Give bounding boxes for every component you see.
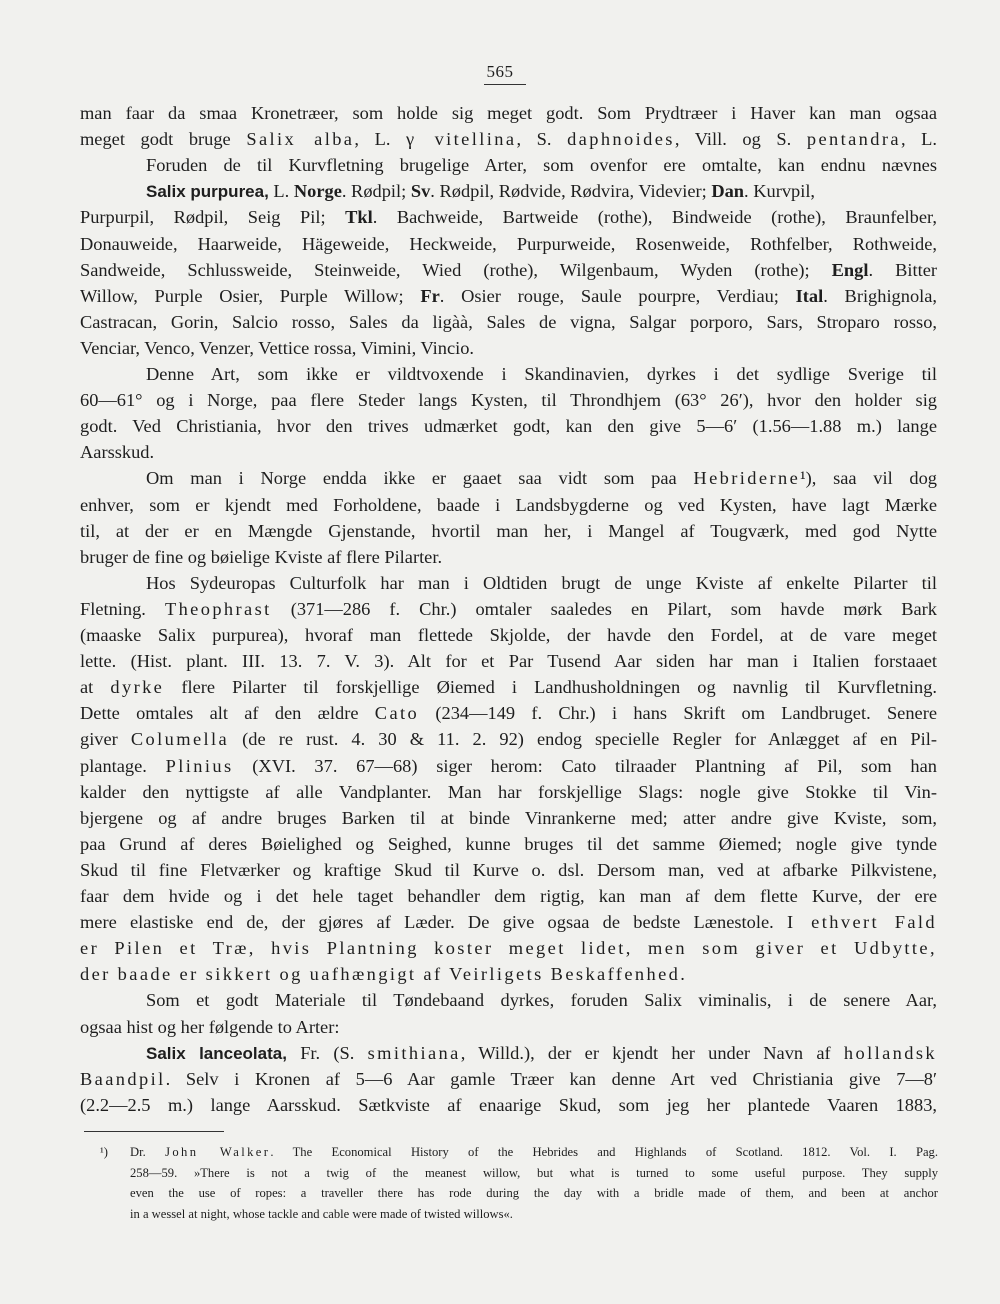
text-line — [80, 335, 937, 361]
text-run: hollandsk — [843, 1042, 937, 1063]
text-line — [146, 1040, 937, 1066]
text-run: smithiana — [367, 1042, 461, 1063]
footnote-separator — [84, 1131, 224, 1132]
text-line — [80, 492, 937, 518]
text-run: in a wessel at night, whose tackle and cable were made of twisted willows«. — [130, 1206, 513, 1221]
text-line — [80, 674, 937, 700]
text-run: Skud til fine Fletværker og kraftige Skud til Kurve o. dsl. Dersom man, ved at afbarke Pilkvistene, — [80, 859, 937, 880]
text-run: even the use of ropes: a traveller there has rode during the day with a bridle made of them, and been at anchor — [130, 1186, 938, 1200]
text-run: godt. Ved Christiania, hvor den trives udmærket godt, kan den give 5—6′ (1.56—1.88 m.) lange — [80, 416, 937, 437]
page-number-rule — [484, 84, 526, 85]
text-run: Hos Sydeuropas Culturfolk har man i Oldtiden brugt de unge Kviste af enkelte Pilarter til — [146, 572, 937, 593]
text-run: Castracan, Gorin, Salcio rosso, Sales da ligàà, Sales de vigna, Salgar porporo, Sars, Stroparo rosso, — [80, 311, 937, 332]
text-run: paa Grund af deres Bøielighed og Seighed, kunne bruges til det samme Øiemed; nogle give tynde — [80, 833, 937, 854]
text-run: , L. — [900, 129, 937, 150]
text-line — [80, 257, 937, 283]
text-run: at — [80, 677, 111, 698]
text-run: John Walker — [165, 1145, 271, 1159]
text-run: Aarsskud. — [80, 442, 155, 463]
text-run: Salix purpurea, — [146, 182, 269, 202]
text-line — [146, 987, 937, 1013]
text-run: (de re rust. 4. 30 & 11. 2. 92) endog specielle Regler for Anlægget af en Pil- — [229, 729, 937, 750]
text-run: bruger de fine og bøielige Kviste af flere Pilarter. — [80, 546, 443, 567]
text-run: meget godt bruge — [80, 129, 247, 150]
text-run: giver — [80, 729, 131, 750]
text-run: flere Pilarter til forskjellige Øiemed i Landhusholdningen og navnlig til Kurvfletning. — [164, 677, 937, 698]
text-run: Willow, Purple Osier, Purple Willow; — [80, 285, 421, 306]
text-run: , Willd.), der er kjendt her under Navn af — [460, 1042, 844, 1063]
text-run: (371—286 f. Chr.) omtaler saaledes en Pilart, som havde mørk Bark — [271, 598, 937, 619]
text-run: Som et godt Materiale til Tøndebaand dyrkes, foruden Salix viminalis, i de senere Aar, — [146, 990, 937, 1011]
text-line — [80, 961, 937, 987]
text-run: Dr. — [130, 1145, 166, 1159]
text-line — [80, 387, 937, 413]
text-run: . Kurvpil, — [744, 181, 816, 202]
text-run: 60—61° og i Norge, paa flere Steder langs Kysten, til Throndhjem (63° 26′), hvor den holder sig — [80, 390, 937, 411]
text-run: Fletning. — [80, 598, 165, 619]
text-run: Venciar, Venco, Venzer, Vettice rossa, Vimini, Vincio. — [80, 337, 475, 358]
text-run: Norge — [293, 181, 342, 202]
text-run: Sandweide, Schlussweide, Steinweide, Wied (rothe), Wilgenbaum, Wyden (rothe); — [80, 259, 832, 280]
text-line — [80, 909, 937, 935]
text-run: Hebriderne — [693, 468, 801, 489]
text-line — [80, 204, 937, 230]
text-line — [146, 361, 937, 387]
text-line — [80, 935, 937, 961]
text-run: , L. — [354, 129, 407, 150]
text-run: Purpurpil, Rødpil, Seig Pil; — [80, 207, 346, 228]
footnote-marker: ¹) — [100, 1145, 108, 1159]
text-run: Dan — [711, 181, 745, 202]
text-run: . Osier rouge, Saule pourpre, Verdiau; — [439, 285, 796, 306]
text-line — [80, 831, 937, 857]
text-run: γ vitellina — [406, 129, 517, 150]
text-run: Denne Art, som ikke er vildtvoxende i Skandinavien, dyrkes i det sydlige Sverige til — [146, 364, 937, 384]
text-run: dyrke — [110, 677, 165, 698]
text-run: Cato — [374, 703, 420, 724]
text-run: Tkl — [345, 207, 373, 228]
text-run: Om man i Norge endda ikke er gaaet saa vidt som paa — [146, 468, 694, 489]
text-run: Engl — [831, 259, 869, 280]
text-line — [80, 1014, 937, 1040]
text-line — [80, 753, 937, 779]
text-run: . Bachweide, Bartweide (rothe), Bindweide (rothe), Braunfelber, — [372, 207, 937, 228]
footnote-line — [130, 1142, 938, 1162]
text-run: , S. — [516, 129, 568, 150]
text-run: , Vill. og S. — [674, 129, 807, 150]
text-line — [80, 883, 937, 909]
text-line — [146, 178, 937, 204]
text-run: Fr. (S. — [286, 1042, 368, 1063]
text-line — [80, 126, 937, 152]
text-line — [146, 570, 937, 596]
text-run: ¹), saa vil dog — [800, 468, 937, 489]
text-line — [80, 100, 937, 126]
text-line — [80, 518, 937, 544]
text-run: Donauweide, Haarweide, Hägeweide, Heckweide, Purpurweide, Rosenweide, Rothfelber, Rothweide, — [80, 233, 937, 254]
text-run: (234—149 f. Chr.) i hans Skrift om Landbruget. Senere — [419, 703, 937, 724]
text-run: Fr — [420, 285, 440, 306]
text-line — [80, 857, 937, 883]
text-run: . Rødpil; — [341, 181, 411, 202]
footnote-line — [130, 1163, 938, 1183]
text-run: Sv — [410, 181, 431, 202]
text-run: (2.2—2.5 m.) lange Aarsskud. Sætkviste af enaarige Skud, som jeg her plantede Vaaren 1883, — [80, 1094, 937, 1115]
text-line — [80, 726, 937, 752]
text-line — [80, 779, 937, 805]
text-run: der baade er sikkert og uafhængigt af Veirligets Beskaffenhed. — [80, 964, 688, 985]
text-line — [80, 622, 937, 648]
text-run: daphnoides — [567, 129, 675, 150]
text-run: pentandra — [806, 129, 901, 150]
text-run: (maaske Salix purpurea), hvoraf man flettede Skjolde, der havde den Fordel, at de vare meget — [80, 625, 937, 645]
text-run: ogsaa hist og her følgende to Arter: — [80, 1016, 340, 1037]
page-number: 565 — [486, 62, 514, 81]
footnote-line — [130, 1183, 938, 1203]
text-run: Theophrast — [164, 598, 272, 619]
text-run: Salix alba — [246, 129, 355, 150]
text-run: til, at der er en Mængde Gjenstande, hvortil man her, i Mangel af Tougværk, med god Nytte — [80, 520, 937, 541]
text-line — [80, 231, 937, 257]
text-run: lette. (Hist. plant. III. 13. 7. V. 3). Alt for et Par Tusend Aar siden har man i Italien forstaaet — [80, 651, 937, 672]
text-line — [80, 700, 937, 726]
text-run: Foruden de til Kurvfletning brugelige Arter, som ovenfor ere omtalte, kan endnu nævnes — [146, 155, 937, 176]
text-run: Dette omtales alt af den ældre — [80, 703, 375, 724]
text-line — [80, 413, 937, 439]
text-line — [146, 152, 937, 178]
text-run: Columella — [130, 729, 230, 750]
text-run: Baandpil — [80, 1068, 166, 1089]
text-run: 258—59. »There is not a twig of the meanest willow, but what is turned to some useful purpose. They supply — [130, 1165, 938, 1180]
text-run: . Brighignola, — [823, 285, 937, 306]
text-run: Salix lanceolata, — [146, 1043, 287, 1063]
text-run: I ethvert Fald — [787, 912, 937, 933]
text-line — [80, 283, 937, 309]
text-line — [80, 648, 937, 674]
footnote-line — [130, 1204, 938, 1224]
text-run: plantage. — [80, 755, 166, 776]
text-run: . The Economical History of the Hebrides and Highlands of Scotland. 1812. Vol. I. Pag. — [270, 1145, 938, 1159]
text-line — [80, 1092, 937, 1118]
text-run: L. — [268, 181, 294, 202]
text-run: Plinius — [165, 755, 234, 776]
text-run: faar dem hvide og i det hele taget behandler dem rigtig, kan man af dem flette Kurve, der ere — [80, 886, 937, 906]
text-line — [80, 544, 937, 570]
text-run: mere elastiske end de, der gjøres af Læder. De give ogsaa de bedste Lænestole. — [80, 912, 787, 933]
text-line — [80, 309, 937, 335]
text-run: enhver, som er kjendt med Forholdene, baade i Landsbygderne og ved Kysten, have lagt Mærke — [80, 494, 937, 515]
text-line — [80, 805, 937, 831]
text-line — [80, 439, 937, 465]
text-line — [80, 596, 937, 622]
text-run: . Selv i Kronen af 5—6 Aar gamle Træer kan denne Art ved Christiania give 7—8′ — [165, 1068, 937, 1089]
text-run: kalder den nyttigste af alle Vandplanter. Man har forskjellige Slags: nogle give Stokke til Vin- — [80, 781, 937, 802]
text-line — [80, 1066, 937, 1092]
text-run: . Rødpil, Rødvide, Rødvira, Videvier; — [430, 181, 712, 202]
text-run: bjergene og af andre bruges Barken til at binde Vinrankerne med; atter andre give Kviste, som, — [80, 807, 937, 828]
text-line — [146, 465, 937, 491]
text-run: er Pilen et Træ, hvis Plantning koster meget lidet, men som giver et Udbytte, — [80, 938, 937, 959]
text-run: Ital — [795, 285, 824, 306]
text-run: . Bitter — [868, 259, 937, 280]
text-run: man faar da smaa Kronetræer, som holde sig meget godt. Som Prydtræer i Haver kan man ogsaa — [80, 103, 937, 123]
text-run: (XVI. 37. 67—68) siger herom: Cato tilraader Plantning af Pil, som han — [233, 755, 937, 776]
